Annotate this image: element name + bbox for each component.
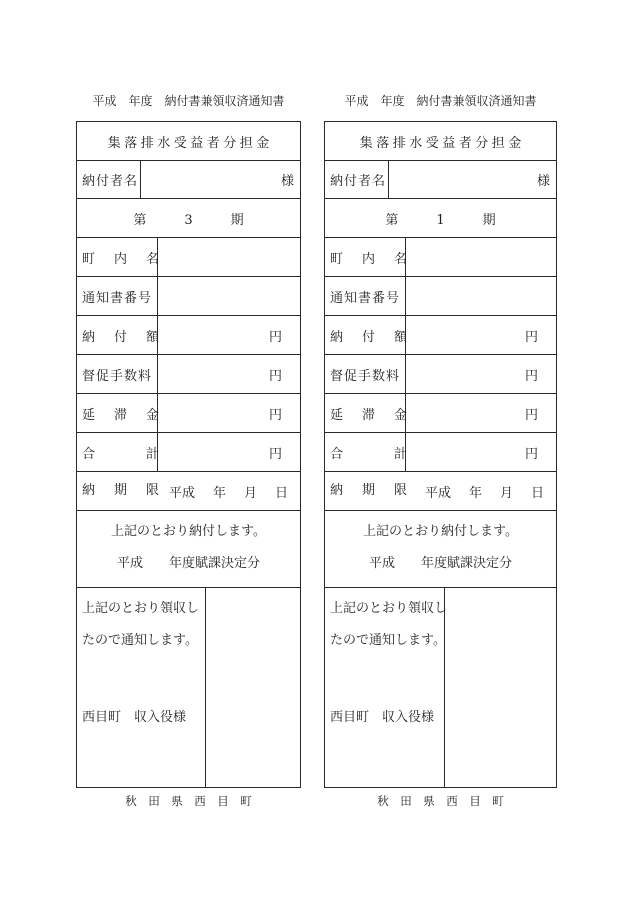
total-field xyxy=(406,433,556,471)
receipt-row xyxy=(77,588,300,787)
town-field xyxy=(406,238,556,276)
yen-unit: 円 xyxy=(524,329,538,345)
yen-unit: 円 xyxy=(268,446,282,462)
payer-name-field xyxy=(141,161,300,198)
town-row xyxy=(325,238,556,277)
payment-amount-field xyxy=(158,316,300,354)
due-day: 日 xyxy=(274,485,288,501)
payment-statement: 上記のとおり納付します。 xyxy=(111,524,266,539)
notice-number-field xyxy=(158,277,300,315)
payer-label: 納付者名 xyxy=(325,161,389,198)
late-charge-label: 延 滞 金 xyxy=(82,407,163,423)
receipt-row xyxy=(325,588,556,787)
slip-left xyxy=(76,121,301,788)
due-month: 月 xyxy=(243,485,257,501)
payer-suffix: 様 xyxy=(280,174,294,189)
notice-number-field xyxy=(406,277,556,315)
receipt-text-line: たので通知します。 xyxy=(82,633,198,648)
late-charge-field xyxy=(406,394,556,432)
addressee: 西目町 収入役様 xyxy=(82,710,187,725)
due-year: 年 xyxy=(468,485,482,501)
due-year: 年 xyxy=(212,485,226,501)
stamp-area xyxy=(206,588,300,787)
slip-right xyxy=(324,121,557,788)
installment-period: 第 3 期 xyxy=(133,212,248,228)
receipt-text-line: 上記のとおり領収し xyxy=(82,601,200,616)
receipt-text-line: 上記のとおり領収し xyxy=(330,601,448,616)
installment-period: 第 1 期 xyxy=(385,212,500,228)
payment-amount-label: 納 付 額 xyxy=(82,329,163,345)
fiscal-year-note: 平成 年度賦課決定分 xyxy=(116,556,260,571)
receipt-text-line: たので通知します。 xyxy=(330,633,446,648)
total-row xyxy=(325,433,556,472)
fiscal-year-note: 平成 年度賦課決定分 xyxy=(368,556,512,571)
title-row xyxy=(77,122,300,161)
statement-row xyxy=(77,511,300,588)
reminder-fee-label: 督促手数料 xyxy=(82,368,153,384)
receipt-area xyxy=(325,588,448,787)
yen-unit: 円 xyxy=(268,368,282,384)
payment-amount-row xyxy=(325,316,556,355)
town-row xyxy=(77,238,300,277)
issuer-footer: 秋 田 県 西 目 町 xyxy=(377,794,504,808)
payer-name-field xyxy=(389,161,556,198)
reminder-fee-field xyxy=(406,355,556,393)
receipt-area xyxy=(77,588,206,787)
late-charge-row xyxy=(325,394,556,433)
period-row xyxy=(77,199,300,238)
charge-title: 集落排水受益者分担金 xyxy=(107,135,273,151)
payer-suffix: 様 xyxy=(536,174,550,189)
total-label: 合 計 xyxy=(82,446,163,462)
due-date-row xyxy=(325,472,556,511)
payer-label: 納付者名 xyxy=(77,161,141,198)
town-label: 町 内 名 xyxy=(82,251,163,267)
reminder-fee-row xyxy=(325,355,556,394)
due-date-row xyxy=(77,472,300,511)
notice-number-label: 通知書番号 xyxy=(330,290,401,306)
notice-number-row xyxy=(77,277,300,316)
town-field xyxy=(158,238,300,276)
title-row xyxy=(325,122,556,161)
stamp-area xyxy=(445,588,556,787)
statement-row xyxy=(325,511,556,588)
payment-statement: 上記のとおり納付します。 xyxy=(363,524,518,539)
due-date-field xyxy=(425,472,544,510)
issuer-footer: 秋 田 県 西 目 町 xyxy=(125,794,252,808)
yen-unit: 円 xyxy=(268,407,282,423)
yen-unit: 円 xyxy=(524,368,538,384)
notice-number-label: 通知書番号 xyxy=(82,290,153,306)
charge-title: 集落排水受益者分担金 xyxy=(359,135,525,151)
due-date-field xyxy=(169,472,288,510)
town-label: 町 内 名 xyxy=(330,251,411,267)
period-row xyxy=(325,199,556,238)
payment-amount-label: 納 付 額 xyxy=(330,329,411,345)
reminder-fee-field xyxy=(158,355,300,393)
payment-amount-field xyxy=(406,316,556,354)
payment-amount-row xyxy=(77,316,300,355)
due-date-label: 納 期 限 xyxy=(82,483,163,498)
late-charge-field xyxy=(158,394,300,432)
form-header: 平成 年度 納付書兼領収済通知書 xyxy=(344,94,537,108)
addressee: 西目町 収入役様 xyxy=(330,710,435,725)
payer-row xyxy=(325,161,556,199)
late-charge-label: 延 滞 金 xyxy=(330,407,411,423)
total-label: 合 計 xyxy=(330,446,411,462)
due-month: 月 xyxy=(499,485,513,501)
late-charge-row xyxy=(77,394,300,433)
due-era: 平成 xyxy=(425,485,452,501)
total-field xyxy=(158,433,300,471)
yen-unit: 円 xyxy=(524,407,538,423)
reminder-fee-label: 督促手数料 xyxy=(330,368,401,384)
due-day: 日 xyxy=(530,485,544,501)
due-date-label: 納 期 限 xyxy=(330,483,411,498)
form-header: 平成 年度 納付書兼領収済通知書 xyxy=(92,94,285,108)
notice-number-row xyxy=(325,277,556,316)
payer-row xyxy=(77,161,300,199)
reminder-fee-row xyxy=(77,355,300,394)
yen-unit: 円 xyxy=(524,446,538,462)
total-row xyxy=(77,433,300,472)
due-era: 平成 xyxy=(169,485,196,501)
yen-unit: 円 xyxy=(268,329,282,345)
